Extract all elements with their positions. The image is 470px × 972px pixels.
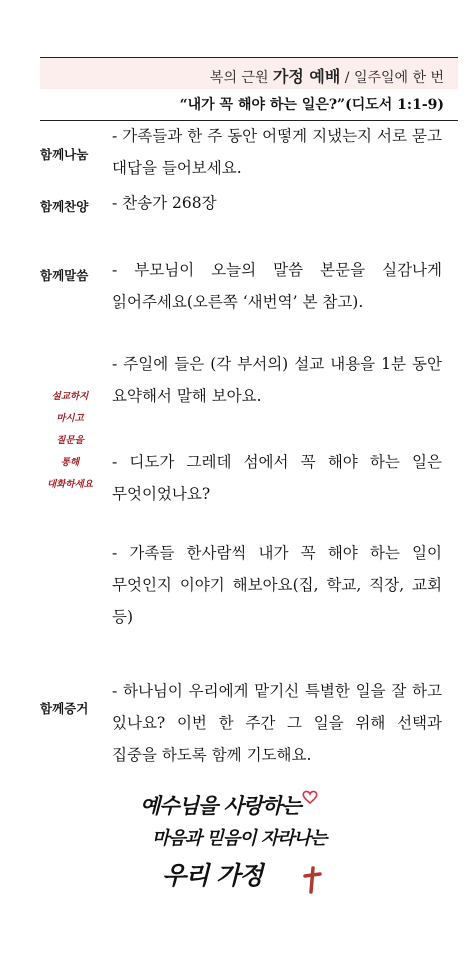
label-discuss-line: 설교하지 [51,391,89,402]
label-discuss-line: 마시고 [56,413,84,424]
praise-text: - 찬송가 268장 [112,194,217,212]
calligraphy-line: 우리 가정 [162,861,263,890]
header-box [40,57,458,121]
witness-text: - 하나님이 우리에게 맡기신 특별한 일을 잘 하고 있나요? 이번 한 주간 그 일을 위해 선택과 집중을 하도록 함께 기도해요. [112,682,442,764]
heart-icon [302,790,318,804]
header-subtitle: “내가 꼭 해야 하는 일은?”(디도서 1:1-9) [179,97,444,113]
label-witness: 함께증거 [40,701,89,716]
label-word: 함께말씀 [40,268,89,283]
label-praise: 함께찬양 [40,199,89,214]
header-suffix: / 일주일에 한 번 [344,70,444,86]
label-share: 함께나눔 [40,147,89,162]
label-discuss [30,386,110,496]
word-text: - 부모님이 오늘의 말씀 본문을 실감나게 읽어주세요(오른쪽 ‘새번역’ 본 참고). [112,261,442,311]
label-discuss-line: 대화하세요 [47,479,93,490]
discuss-item-3: - 가족들 한사람씩 내가 꼭 해야 하는 일이 무엇인지 이야기 해보아요(집, 학교, 직장, 교회 등) [112,544,442,626]
share-text: - 가족들과 한 주 동안 어떻게 지냈는지 서로 묻고 대답을 들어보세요. [112,127,442,177]
footer-calligraphy [130,790,350,900]
label-discuss-line: 통해 [60,457,80,468]
header-title: 가정 예배 [272,67,341,86]
header-title-line [210,64,444,87]
calligraphy-line: 마음과 믿음이 자라나는 [152,828,327,849]
label-discuss-line: 질문을 [56,435,84,446]
header-prefix: 복의 근원 [209,70,269,86]
discuss-item-1: - 주일에 들은 (각 부서의) 설교 내용을 1분 동안 요약해서 말해 보아요. [112,355,442,405]
calligraphy-line: 예수님을 사랑하는 [140,794,301,818]
discuss-item-2: - 디도가 그레데 섬에서 꼭 해야 하는 일은 무엇이었나요? [112,453,442,503]
cross-icon [302,866,322,894]
